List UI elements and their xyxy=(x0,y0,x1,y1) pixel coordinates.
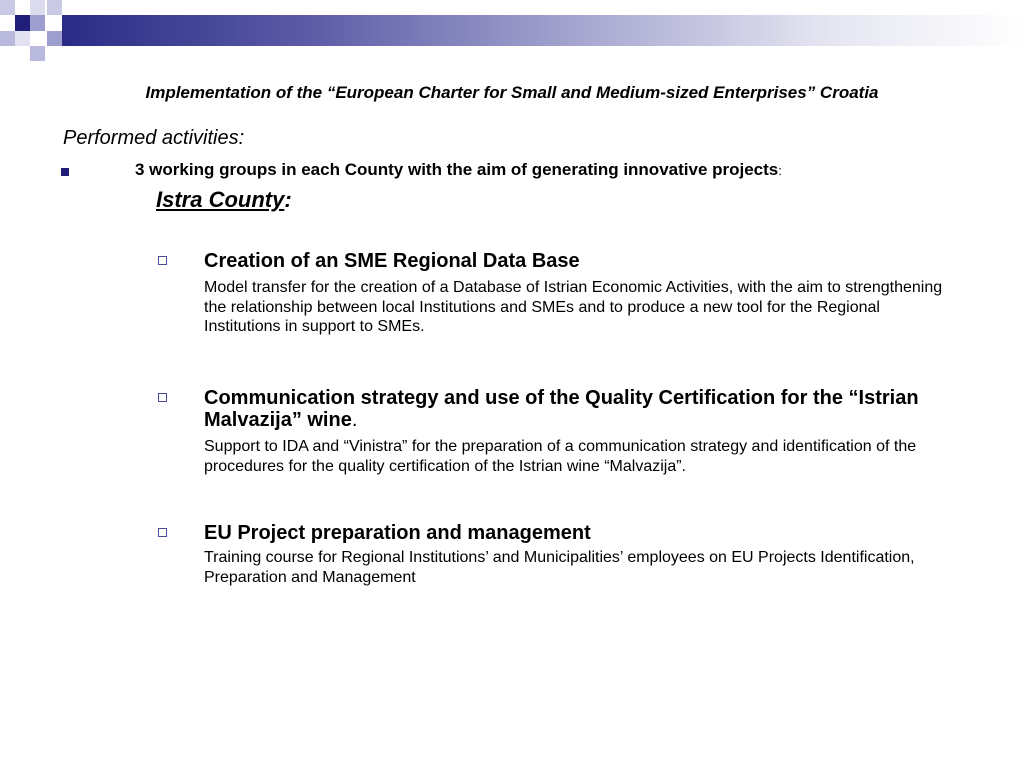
bullet-square-icon xyxy=(61,168,69,176)
county-heading xyxy=(156,187,292,213)
activity-description: Model transfer for the creation of a Database of Istrian Economic Activities, with the aim to strengthening the relationship between local Institutions and SMEs and to produce a new tool for the Regional Institutions in support to SMEs. xyxy=(204,279,943,335)
decor-square xyxy=(47,31,62,46)
activity-title-text: Creation of an SME Regional Data Base xyxy=(204,250,580,272)
decor-square xyxy=(15,31,30,46)
checkbox-bullet-icon xyxy=(158,256,167,265)
activity-title xyxy=(204,387,946,431)
main-bullet-label: 3 working groups in each County with the aim of generating innovative projects xyxy=(135,160,779,179)
decor-square xyxy=(0,31,15,46)
county-name: Istra County xyxy=(156,187,285,212)
decor-square xyxy=(15,15,30,31)
decor-square xyxy=(47,0,62,15)
activity-title-suffix: . xyxy=(351,409,358,431)
slide-title: Implementation of the “European Charter for Small and Medium-sized Enterprises” Croatia xyxy=(145,83,879,102)
decor-square xyxy=(30,15,45,31)
activity-title-text: EU Project preparation and management xyxy=(204,522,591,544)
decor-square xyxy=(30,46,45,61)
activity-title xyxy=(204,250,946,272)
main-bullet-suffix: : xyxy=(778,163,782,178)
activity-title-text: Communication strategy and use of the Quality Certification for the “Istrian Malvazija” wine xyxy=(204,387,919,431)
checkbox-bullet-icon xyxy=(158,393,167,402)
activity-description: Support to IDA and “Vinistra” for the preparation of a communication strategy and identification of the procedures for the quality certification of the Istrian wine “Malvazija”. xyxy=(204,438,917,475)
checkbox-bullet-icon xyxy=(158,528,167,537)
decor-square xyxy=(30,0,45,15)
activity-item xyxy=(156,387,946,476)
activity-description: Training course for Regional Institutions’ and Municipalities’ employees on EU Projects Identification, Preparation and Management xyxy=(204,549,915,586)
performed-activities-label: Performed activities: xyxy=(63,127,245,149)
activity-item xyxy=(156,250,946,337)
activity-item xyxy=(156,522,946,587)
main-bullet-text xyxy=(135,160,782,180)
activity-title xyxy=(204,522,946,544)
county-suffix: : xyxy=(284,187,292,212)
decor-square xyxy=(0,0,15,15)
header-gradient-band xyxy=(62,15,1024,46)
